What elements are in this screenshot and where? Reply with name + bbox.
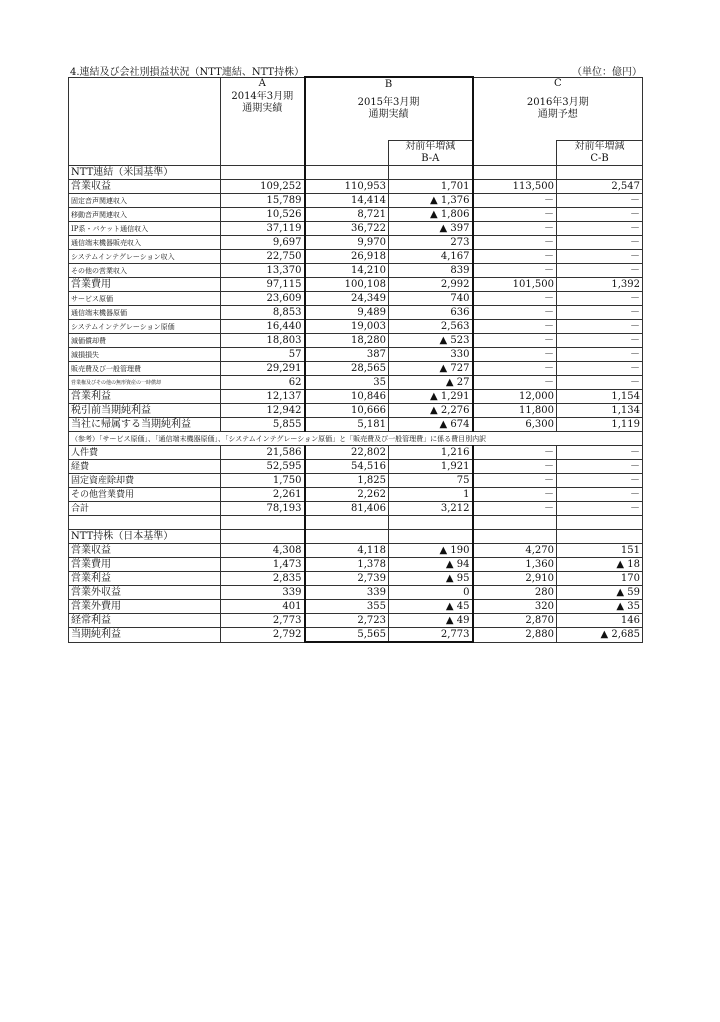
section-empty-cell [557,166,643,180]
value-fy2016: 4,270 [473,544,557,558]
value-fy2016: 1,360 [473,558,557,572]
value-fy2014: 62 [221,376,305,390]
value-fy2015: 9,489 [305,306,389,320]
table-row [69,460,643,474]
delta-fy2015: ▲ 1,806 [389,208,473,222]
value-fy2015: 36,722 [305,222,389,236]
delta-fy2015: ▲ 727 [389,362,473,376]
value-fy2016: － [473,264,557,278]
table-row [69,474,643,488]
value-fy2015: 355 [305,600,389,614]
value-fy2014: 78,193 [221,502,305,516]
table-row [69,250,643,264]
value-fy2015: 5,181 [305,418,389,432]
col-c-period-type: 通期予想 [537,109,578,120]
delta-fy2016: － [557,236,643,250]
gap-cell [389,516,473,530]
value-fy2016: － [473,474,557,488]
delta-fy2016: － [557,264,643,278]
value-fy2015: 10,666 [305,404,389,418]
row-label: サービス原価 [69,292,221,306]
table-row [69,334,643,348]
table-row [69,614,643,628]
value-fy2016: － [473,250,557,264]
row-label: システムインテグレーション原価 [69,320,221,334]
value-fy2015: 2,723 [305,614,389,628]
table-row [69,572,643,586]
col-b-blank [305,141,389,166]
document-title: 4.連結及び会社別損益状況（NTT連結、NTT持株） [70,67,305,78]
value-fy2014: 23,609 [221,292,305,306]
value-fy2015: 19,003 [305,320,389,334]
row-label: 固定音声関連収入 [69,194,221,208]
col-c-letter: C [473,77,643,91]
value-fy2014: 29,291 [221,362,305,376]
value-fy2014: 57 [221,348,305,362]
row-label: 営業利益 [69,390,221,404]
delta-fy2015: ▲ 523 [389,334,473,348]
value-fy2015: 387 [305,348,389,362]
table-row [69,180,643,194]
row-label: 通信端末機器原価 [69,306,221,320]
delta-fy2016: － [557,488,643,502]
delta-fy2015: ▲ 45 [389,600,473,614]
row-label: 営業費用 [69,558,221,572]
col-b-period-year: 2015年3月期 [357,97,420,108]
delta-fy2016: 1,392 [557,278,643,292]
value-fy2014: 12,942 [221,404,305,418]
row-label: 営業外収益 [69,586,221,600]
reference-note-row [69,432,643,446]
value-fy2014: 109,252 [221,180,305,194]
value-fy2014: 339 [221,586,305,600]
row-label: IP系・パケット通信収入 [69,222,221,236]
table-row [69,362,643,376]
value-fy2014: 2,835 [221,572,305,586]
value-fy2016: － [473,446,557,460]
delta-fy2015: ▲ 674 [389,418,473,432]
col-c-compare-label: 対前年増減 [574,141,625,152]
delta-fy2015: 1 [389,488,473,502]
section-empty-cell [473,530,557,544]
value-fy2014: 1,473 [221,558,305,572]
row-label: 減価償却費 [69,334,221,348]
section-empty-cell [473,166,557,180]
value-fy2014: 8,853 [221,306,305,320]
gap-cell [221,516,305,530]
value-fy2015: 28,565 [305,362,389,376]
table-row [69,600,643,614]
value-fy2016: － [473,292,557,306]
delta-fy2015: 2,992 [389,278,473,292]
value-fy2014: 9,697 [221,236,305,250]
delta-fy2016: － [557,222,643,236]
col-b-compare [389,141,473,166]
value-fy2015: 10,846 [305,390,389,404]
value-fy2015: 54,516 [305,460,389,474]
delta-fy2016: ▲ 35 [557,600,643,614]
delta-fy2015: 330 [389,348,473,362]
value-fy2016: 113,500 [473,180,557,194]
delta-fy2016: － [557,376,643,390]
value-fy2014: 37,119 [221,222,305,236]
value-fy2016: 2,910 [473,572,557,586]
col-c-compare [557,141,643,166]
value-fy2014: 2,261 [221,488,305,502]
row-label: 経常利益 [69,614,221,628]
value-fy2014: 10,526 [221,208,305,222]
value-fy2015: 2,739 [305,572,389,586]
delta-fy2015: 0 [389,586,473,600]
value-fy2015: 81,406 [305,502,389,516]
value-fy2016: － [473,488,557,502]
table-row [69,348,643,362]
col-a-letter: A [221,77,305,91]
row-label: 販売費及び一般管理費 [69,362,221,376]
delta-fy2015: 1,701 [389,180,473,194]
value-fy2015: 8,721 [305,208,389,222]
row-label: 経費 [69,460,221,474]
value-fy2016: － [473,320,557,334]
col-a-period-year: 2014年3月期 [231,91,294,102]
section-ntt-consolidated [69,166,643,180]
value-fy2016: － [473,222,557,236]
delta-fy2015: 75 [389,474,473,488]
value-fy2016: － [473,362,557,376]
table-row [69,194,643,208]
value-fy2015: 1,825 [305,474,389,488]
row-label: 当期純利益 [69,628,221,643]
delta-fy2016: － [557,460,643,474]
value-fy2014: 1,750 [221,474,305,488]
value-fy2016: － [473,348,557,362]
table-row [69,586,643,600]
delta-fy2016: － [557,194,643,208]
row-label: 営業権及びその他の無形資産の一時償却 [69,376,221,390]
delta-fy2015: 273 [389,236,473,250]
delta-fy2016: ▲ 2,685 [557,628,643,643]
delta-fy2016: － [557,320,643,334]
table-row [69,418,643,432]
section-empty-cell [389,166,473,180]
section-empty-cell [557,530,643,544]
section-empty-cell [305,530,389,544]
section-gap [69,516,643,530]
value-fy2016: － [473,194,557,208]
table-row [69,278,643,292]
section-empty-cell [221,166,305,180]
col-a-period [221,91,305,166]
row-label: 移動音声関連収入 [69,208,221,222]
delta-fy2015: 3,212 [389,502,473,516]
row-label: 合計 [69,502,221,516]
value-fy2016: 320 [473,600,557,614]
row-label: 当社に帰属する当期純利益 [69,418,221,432]
delta-fy2015: 1,216 [389,446,473,460]
unit-label: （単位：億円） [572,67,642,78]
row-label: 営業費用 [69,278,221,292]
delta-fy2016: 1,134 [557,404,643,418]
value-fy2016: 12,000 [473,390,557,404]
col-c-period-year: 2016年3月期 [526,97,589,108]
delta-fy2016: 1,119 [557,418,643,432]
delta-fy2016: － [557,306,643,320]
table-row [69,208,643,222]
table-row [69,544,643,558]
table-row [69,446,643,460]
value-fy2015: 14,210 [305,264,389,278]
section-empty-cell [389,530,473,544]
value-fy2016: 2,880 [473,628,557,643]
table-row [69,292,643,306]
table-row [69,488,643,502]
delta-fy2015: ▲ 1,291 [389,390,473,404]
gap-cell [557,516,643,530]
delta-fy2016: ▲ 59 [557,586,643,600]
gap-cell [473,516,557,530]
delta-fy2016: 151 [557,544,643,558]
value-fy2015: 339 [305,586,389,600]
delta-fy2015: 636 [389,306,473,320]
delta-fy2015: ▲ 190 [389,544,473,558]
value-fy2014: 2,773 [221,614,305,628]
delta-fy2016: 170 [557,572,643,586]
table-row [69,502,643,516]
value-fy2015: 26,918 [305,250,389,264]
value-fy2015: 2,262 [305,488,389,502]
row-label: 人件費 [69,446,221,460]
delta-fy2015: ▲ 2,276 [389,404,473,418]
col-c-compare-formula: C-B [590,153,609,164]
value-fy2014: 15,789 [221,194,305,208]
value-fy2015: 100,108 [305,278,389,292]
delta-fy2016: － [557,292,643,306]
value-fy2016: 101,500 [473,278,557,292]
value-fy2014: 97,115 [221,278,305,292]
delta-fy2015: ▲ 27 [389,376,473,390]
delta-fy2016: － [557,348,643,362]
row-label: システムインテグレーション収入 [69,250,221,264]
table-row [69,306,643,320]
col-b-letter: B [305,77,473,91]
delta-fy2015: ▲ 1,376 [389,194,473,208]
row-label: 営業収益 [69,544,221,558]
value-fy2014: 21,586 [221,446,305,460]
value-fy2016: － [473,460,557,474]
delta-fy2016: 2,547 [557,180,643,194]
table-row [69,222,643,236]
value-fy2016: － [473,502,557,516]
row-label: 減損損失 [69,348,221,362]
section-ntt-holding [69,530,643,544]
income-statement-table [68,76,643,643]
table-row [69,558,643,572]
value-fy2015: 9,970 [305,236,389,250]
delta-fy2015: ▲ 95 [389,572,473,586]
table-row [69,628,643,643]
value-fy2016: 2,870 [473,614,557,628]
value-fy2014: 5,855 [221,418,305,432]
col-b-period-type: 通期実績 [368,109,409,120]
value-fy2015: 22,802 [305,446,389,460]
value-fy2014: 18,803 [221,334,305,348]
delta-fy2016: － [557,208,643,222]
value-fy2015: 14,414 [305,194,389,208]
table-row [69,320,643,334]
header-corner [69,77,221,166]
col-b-compare-label: 対前年増減 [405,141,456,152]
value-fy2015: 24,349 [305,292,389,306]
delta-fy2015: 4,167 [389,250,473,264]
row-label: 通信端末機器販売収入 [69,236,221,250]
delta-fy2016: － [557,474,643,488]
value-fy2015: 35 [305,376,389,390]
value-fy2014: 401 [221,600,305,614]
delta-fy2015: 740 [389,292,473,306]
value-fy2016: － [473,334,557,348]
value-fy2014: 16,440 [221,320,305,334]
value-fy2016: － [473,208,557,222]
table-row [69,404,643,418]
delta-fy2016: 146 [557,614,643,628]
delta-fy2016: － [557,502,643,516]
col-b-period [305,91,473,141]
delta-fy2016: 1,154 [557,390,643,404]
table-row [69,376,643,390]
section-empty-cell [221,530,305,544]
value-fy2014: 12,137 [221,390,305,404]
section-ntt-holding-label: NTT持株（日本基準） [69,530,221,544]
col-c-blank [473,141,557,166]
table-row [69,264,643,278]
value-fy2015: 5,565 [305,628,389,643]
value-fy2014: 52,595 [221,460,305,474]
value-fy2014: 2,792 [221,628,305,643]
value-fy2016: 280 [473,586,557,600]
value-fy2016: － [473,306,557,320]
delta-fy2015: 2,563 [389,320,473,334]
row-label: 営業収益 [69,180,221,194]
value-fy2015: 4,118 [305,544,389,558]
table-row [69,390,643,404]
gap-cell [69,516,221,530]
delta-fy2015: 2,773 [389,628,473,643]
value-fy2016: 11,800 [473,404,557,418]
col-b-compare-formula: B-A [421,153,440,164]
section-ntt-consolidated-label: NTT連結（米国基準） [69,166,221,180]
header-letter-row [69,77,643,91]
value-fy2014: 13,370 [221,264,305,278]
row-label: 営業外費用 [69,600,221,614]
delta-fy2016: － [557,446,643,460]
delta-fy2016: － [557,250,643,264]
gap-cell [305,516,389,530]
delta-fy2015: 839 [389,264,473,278]
section-empty-cell [305,166,389,180]
row-label: その他営業費用 [69,488,221,502]
row-label: 営業利益 [69,572,221,586]
col-c-period [473,91,643,141]
value-fy2015: 110,953 [305,180,389,194]
delta-fy2015: ▲ 397 [389,222,473,236]
delta-fy2015: 1,921 [389,460,473,474]
reference-note: （参考）「サービス原価」、「通信端末機器原価」、「システムインテグレーション原価」と「販売費及び一般管理費」に係る費目別内訳 [69,432,643,446]
value-fy2016: 6,300 [473,418,557,432]
value-fy2016: － [473,236,557,250]
delta-fy2016: － [557,334,643,348]
row-label: 固定資産除却費 [69,474,221,488]
value-fy2014: 4,308 [221,544,305,558]
row-label: その他の営業収入 [69,264,221,278]
row-label: 税引前当期純利益 [69,404,221,418]
table-row [69,236,643,250]
value-fy2016: － [473,376,557,390]
value-fy2014: 22,750 [221,250,305,264]
delta-fy2016: － [557,362,643,376]
col-a-period-type: 通期実績 [242,103,283,114]
delta-fy2015: ▲ 94 [389,558,473,572]
delta-fy2015: ▲ 49 [389,614,473,628]
delta-fy2016: ▲ 18 [557,558,643,572]
value-fy2015: 18,280 [305,334,389,348]
value-fy2015: 1,378 [305,558,389,572]
